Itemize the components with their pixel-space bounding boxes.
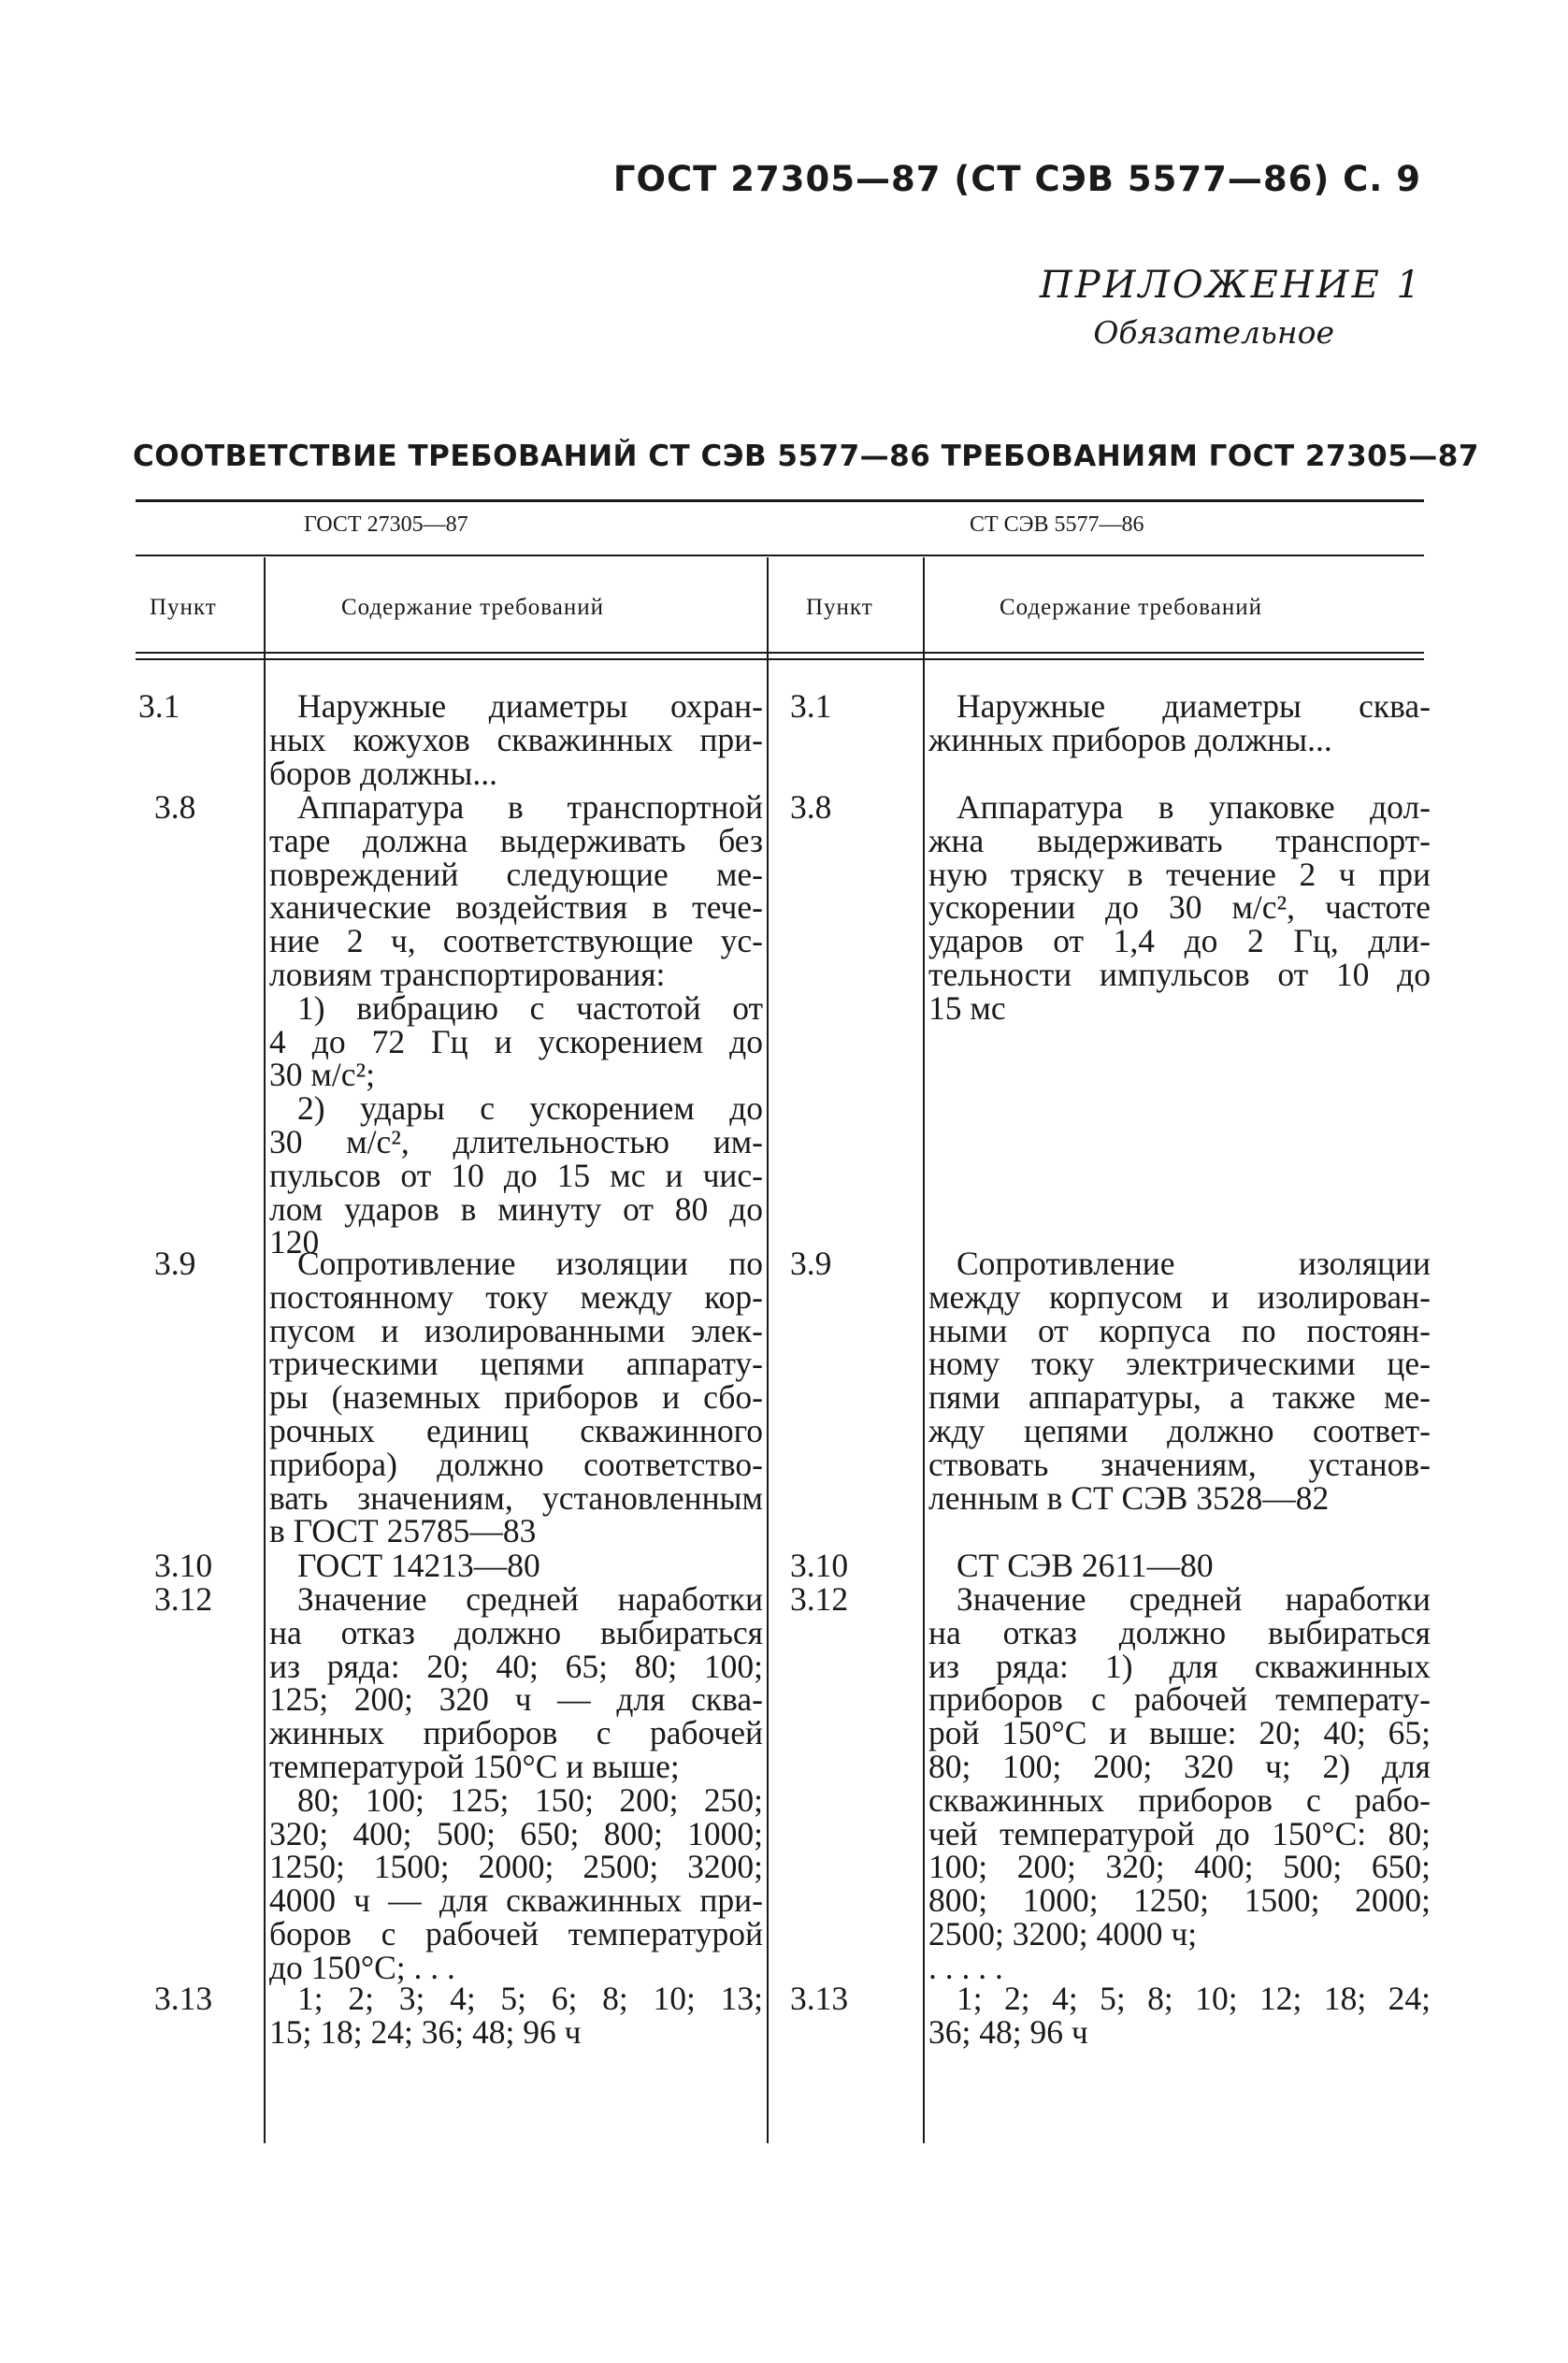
table-row-3-1-clause-right: 3.1 bbox=[790, 687, 832, 725]
table-top-rule bbox=[136, 499, 1424, 502]
table-row-3-13-content-right: 1; 2; 4; 5; 8; 10; 12; 18; 24; 36; 48; 96 ч bbox=[928, 1980, 1431, 2051]
table-row-3-12-clause-left: 3.12 bbox=[154, 1580, 213, 1618]
table-row-3-12-clause-right: 3.12 bbox=[790, 1580, 849, 1618]
table-row-3-8-content-left: Аппаратура в транспортной таре должна выдерживать без повреждений следующие ме- ханические воздействия в тече- ние 2 ч, соответствующие ус- ловиям транспортирования: 1) вибрацию с частотой от 4 до 72 Гц и ускорением до 30 м/с²; 2) удары с ускорением до 30 м/с², длительностью им- пульсов от 10 до 15 мс и чис- лом ударов в минуту от 80 до 120 bbox=[269, 788, 763, 1261]
table-title: СООТВЕТСТВИЕ ТРЕБОВАНИЙ СТ СЭВ 5577—86 ТРЕБОВАНИЯМ ГОСТ 27305—87 bbox=[133, 439, 1479, 473]
table-row-3-13-clause-right: 3.13 bbox=[790, 1980, 849, 2017]
table-row-3-1-content-left: Наружные диаметры охран- ных кожухов скважинных при- боров должны... bbox=[269, 687, 763, 792]
table-row-3-9-content-right: Сопротивление изоляции между корпусом и изолирован- ными от корпуса по постоян- ному току электрическими це- пями аппаратуры, а также ме- жду цепями должно соответ- ствовать значениям, установ- ленным в СТ СЭВ 3528—82 bbox=[928, 1245, 1431, 1517]
table-row-3-10-content-left: ГОСТ 14213—80 bbox=[297, 1547, 540, 1584]
table-row-3-9-clause-right: 3.9 bbox=[790, 1245, 832, 1282]
group-header-st-sev: СТ СЭВ 5577—86 bbox=[970, 512, 1144, 537]
table-row-3-13-clause-left: 3.13 bbox=[154, 1980, 213, 2017]
table-row-3-1-content-right: Наружные диаметры сква- жинных приборов должны... bbox=[928, 687, 1431, 758]
appendix-label: ПРИЛОЖЕНИЕ 1 bbox=[1039, 264, 1423, 307]
table-row-3-8-clause-right: 3.8 bbox=[790, 788, 832, 826]
header-bottom-rule bbox=[136, 652, 1424, 654]
table-row-3-9-clause-left: 3.9 bbox=[154, 1245, 196, 1282]
table-row-3-10-clause-left: 3.10 bbox=[154, 1547, 213, 1584]
table-row-3-8-clause-left: 3.8 bbox=[154, 788, 196, 826]
table-row-3-1-clause-left: 3.1 bbox=[138, 687, 180, 725]
column-divider-3 bbox=[923, 557, 925, 2143]
header-bottom-rule-2 bbox=[136, 658, 1424, 660]
group-rule bbox=[136, 555, 1424, 556]
table-row-3-10-clause-right: 3.10 bbox=[790, 1547, 849, 1584]
column-header-clause-left: Пункт bbox=[150, 595, 217, 620]
table-row-3-10-content-right: СТ СЭВ 2611—80 bbox=[957, 1547, 1214, 1584]
group-header-gost: ГОСТ 27305—87 bbox=[304, 512, 468, 537]
column-header-content-left: Содержание требований bbox=[341, 595, 604, 620]
running-title: ГОСТ 27305—87 (СТ СЭВ 5577—86) С. 9 bbox=[612, 159, 1421, 199]
table-row-3-12-content-left: Значение средней наработки на отказ должно выбираться из ряда: 20; 40; 65; 80; 100; 125; 200; 320 ч — для сква- жинных приборов с рабочей температурой 150°С и выше; 80; 100; 125; 150; 200; 250; 320; 400; 500; 650; 800; 1000; 1250; 1500; 2000; 2500; 3200; 4000 ч — для скважинных при- боров с рабочей температурой до 150°С; . . . bbox=[269, 1580, 763, 1986]
column-header-clause-right: Пункт bbox=[806, 595, 873, 620]
table-row-3-9-content-left: Сопротивление изоляции по постоянному току между кор- пусом и изолированными элек- трическими цепями аппарату- ры (наземных приборов и сбо- рочных единиц скважинного прибора) должно соответство- вать значениям, установленным в ГОСТ 25785—83 bbox=[269, 1245, 763, 1550]
column-divider-2 bbox=[767, 557, 769, 2143]
table-row-3-12-content-right: Значение средней наработки на отказ должно выбираться из ряда: 1) для скважинных приборов с рабочей температу- рой 150°С и выше: 20; 40; 65; 80; 100; 200; 320 ч; 2) для скважинных приборов с рабо- чей температурой до 150°С: 80; 100; 200; 320; 400; 500; 650; 800; 1000; 1250; 1500; 2000; 2500; 3200; 4000 ч; . . . . . bbox=[928, 1580, 1431, 1986]
column-divider-1 bbox=[264, 557, 266, 2143]
column-header-content-right: Содержание требований bbox=[1000, 595, 1262, 620]
appendix-status: Обязательное bbox=[1093, 314, 1334, 351]
table-row-3-13-content-left: 1; 2; 3; 4; 5; 6; 8; 10; 13; 15; 18; 24; 36; 48; 96 ч bbox=[269, 1980, 763, 2051]
table-row-3-8-content-right: Аппаратура в упаковке дол- жна выдерживать транспорт- ную тряску в течение 2 ч при ускорении до 30 м/с², частоте ударов от 1,4 до 2 Гц, дли- тельности импульсов от 10 до 15 мс bbox=[928, 788, 1431, 1027]
